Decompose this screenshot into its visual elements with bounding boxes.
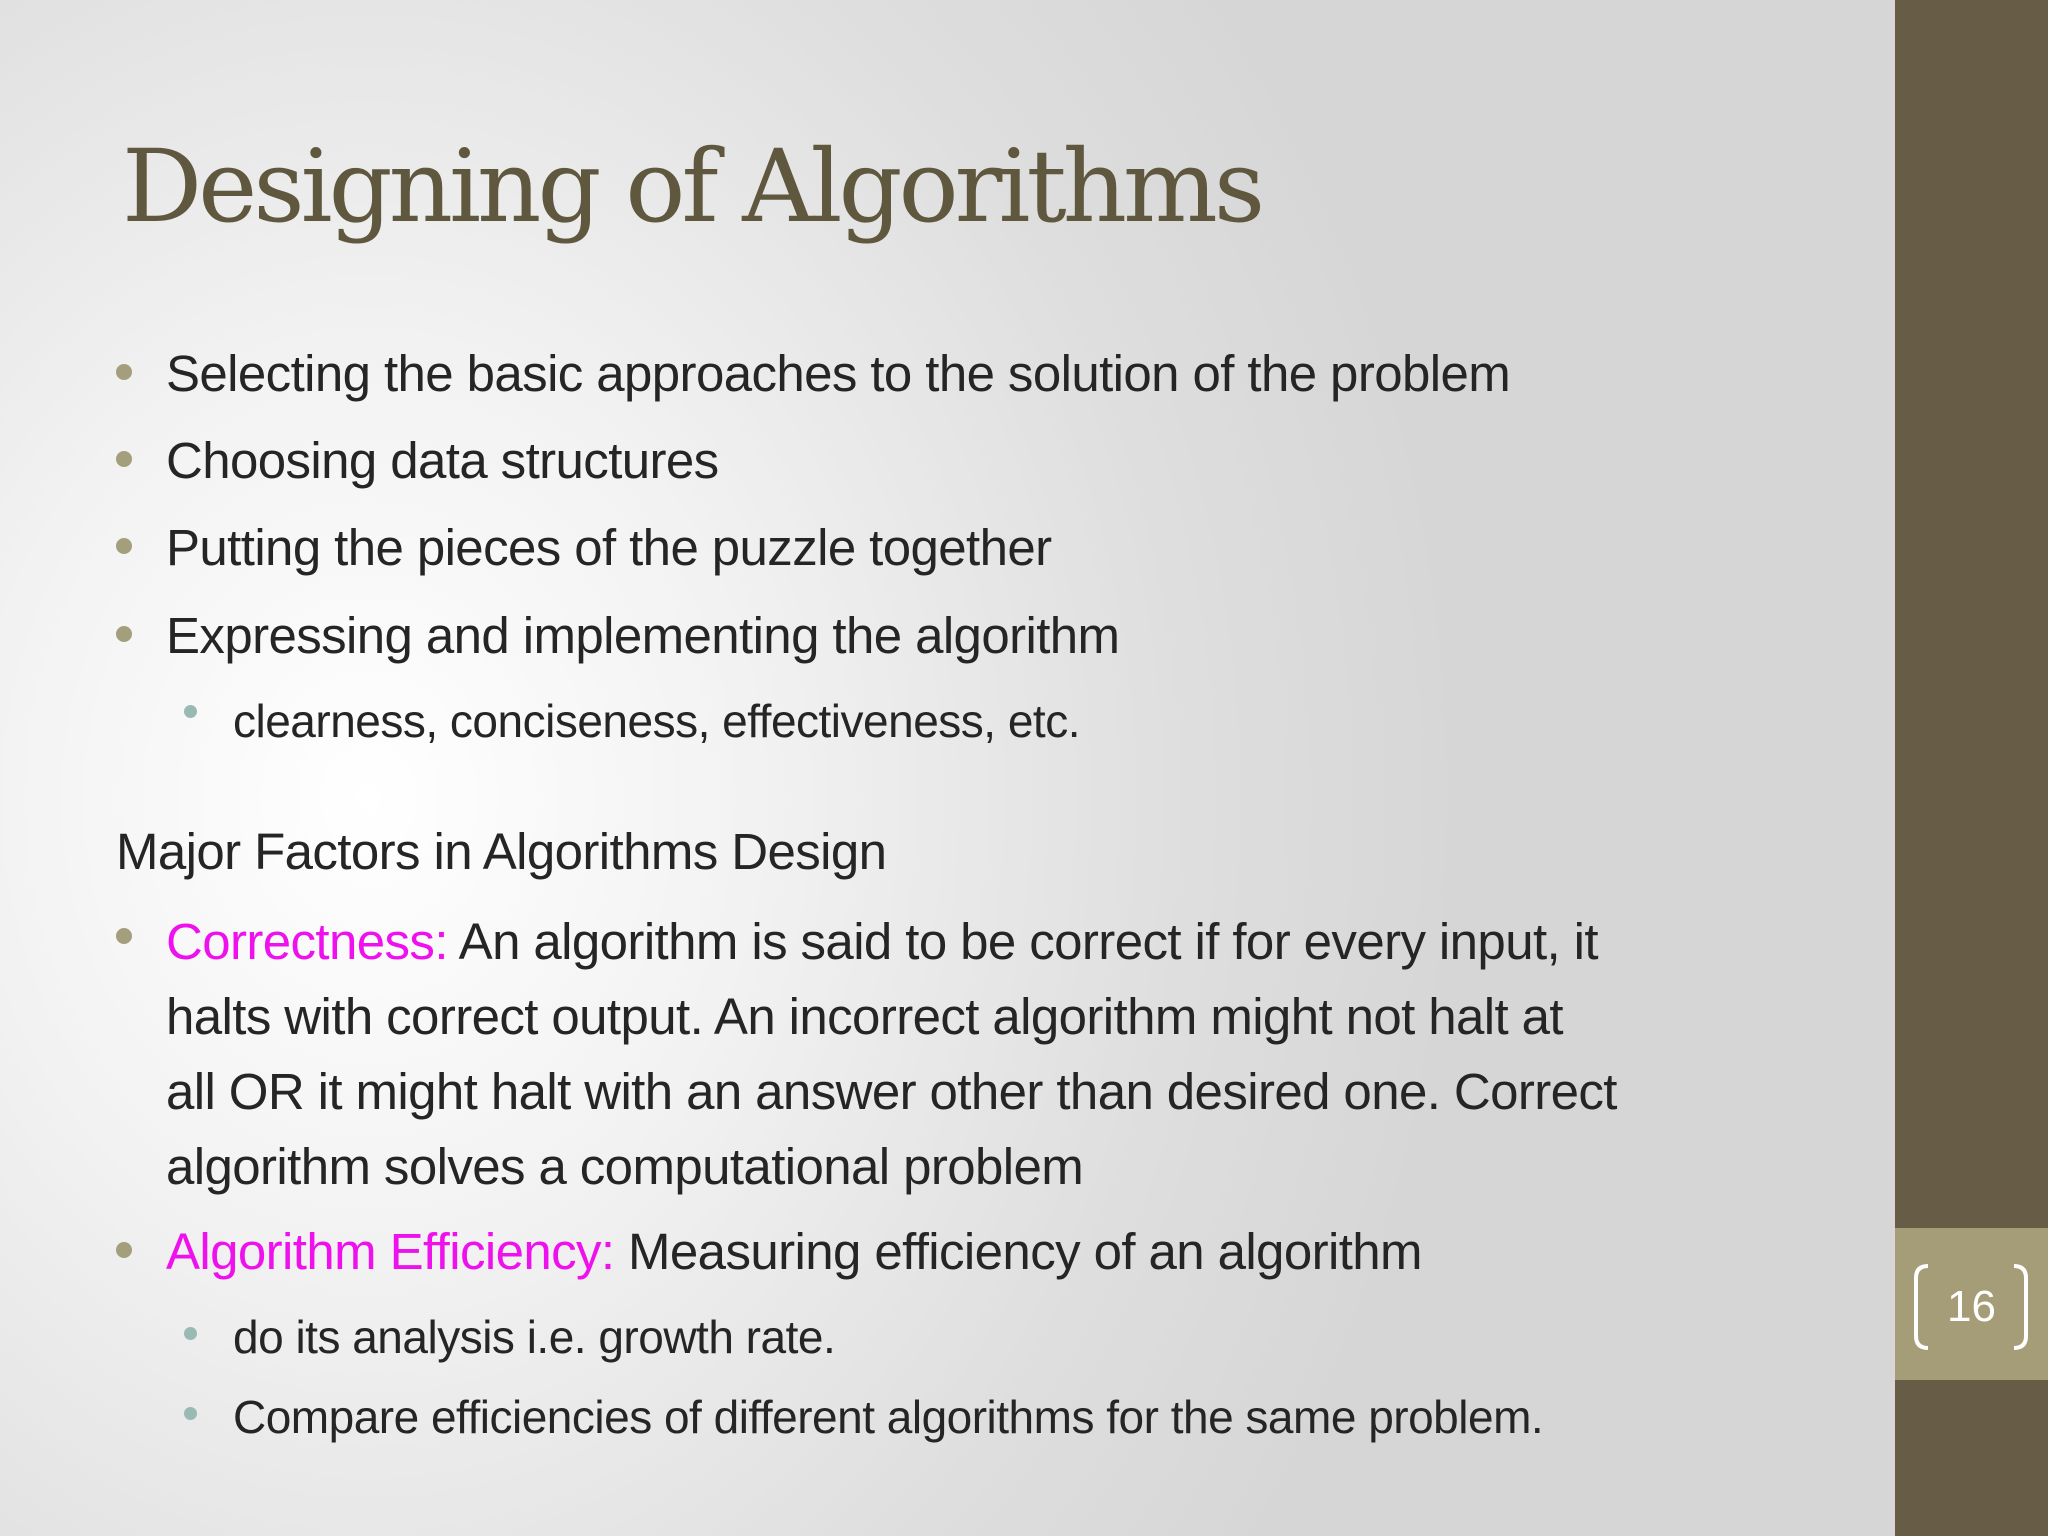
- efficiency-sub-2: Compare efficiencies of different algorithms for the same problem.: [233, 1391, 1544, 1443]
- efficiency-sub-1: do its analysis i.e. growth rate.: [233, 1311, 836, 1363]
- correctness-line-2: halts with correct output. An incorrect algorithm might not halt at: [166, 988, 1563, 1045]
- design-step-4-sub: clearness, conciseness, effectiveness, etc.: [233, 695, 1080, 747]
- bullet-dot: [116, 626, 132, 642]
- sub-bullet-dot: [184, 1327, 197, 1340]
- bullet-dot: [116, 1242, 132, 1258]
- factors-heading: Major Factors in Algorithms Design: [116, 823, 887, 880]
- slide-title: Designing of Algorithms: [122, 128, 1262, 245]
- bullet-dot: [116, 364, 132, 380]
- sub-bullet-dot: [184, 705, 197, 718]
- design-step-2: Choosing data structures: [166, 432, 719, 489]
- efficiency-text: Measuring efficiency of an algorithm: [614, 1223, 1422, 1280]
- design-step-3: Putting the pieces of the puzzle together: [166, 519, 1052, 576]
- efficiency-item: [166, 1222, 1422, 1281]
- correctness-term: Correctness:: [166, 913, 448, 970]
- correctness-line-3: all OR it might halt with an answer other than desired one. Correct: [166, 1063, 1617, 1120]
- correctness-item: [166, 904, 1906, 1204]
- sub-bullet-dot: [184, 1407, 197, 1420]
- bullet-dot: [116, 538, 132, 554]
- efficiency-term: Algorithm Efficiency:: [166, 1223, 615, 1280]
- page-number: 16: [1947, 1282, 1996, 1331]
- correctness-line-4: algorithm solves a computational problem: [166, 1138, 1084, 1195]
- design-step-1: Selecting the basic approaches to the solution of the problem: [166, 345, 1511, 402]
- correctness-line-1: [166, 904, 1906, 979]
- design-step-4: Expressing and implementing the algorithm: [166, 607, 1120, 664]
- bullet-dot: [116, 451, 132, 467]
- correctness-text: An algorithm is said to be correct if for every input, it: [447, 913, 1598, 970]
- bullet-dot: [116, 928, 132, 944]
